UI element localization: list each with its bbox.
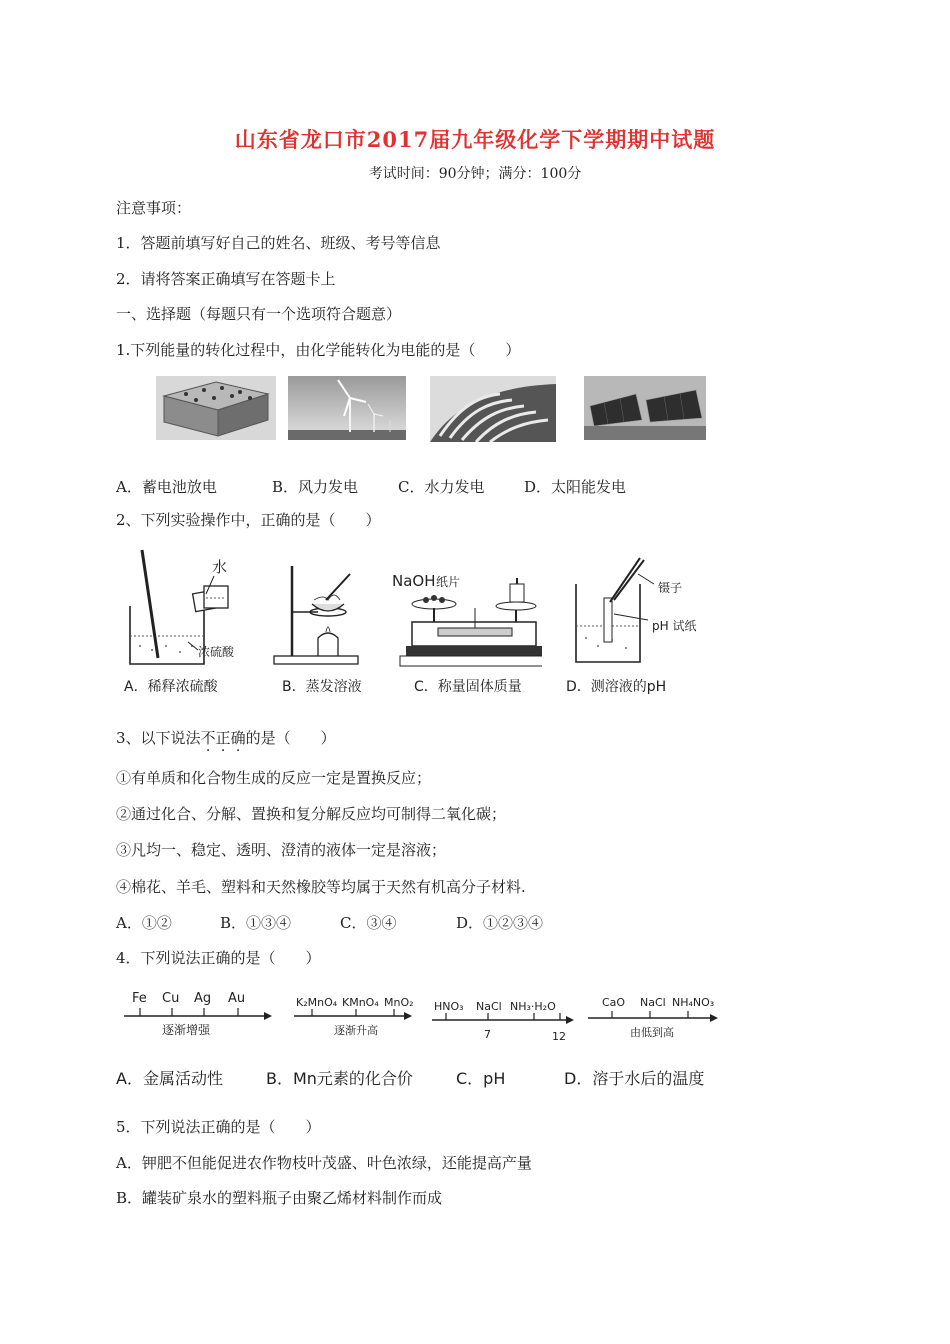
question-stem: 1.下列能量的转化过程中，由化学能转化为电能的是（ ） — [116, 341, 521, 359]
caption-d: D．溶于水后的温度 — [564, 1069, 705, 1088]
svg-text:K₂MnO₄: K₂MnO₄ — [296, 996, 338, 1009]
dissolve-temperature-axis — [584, 992, 724, 1048]
question-stem: 5．下列说法正确的是（ ） — [116, 1118, 321, 1136]
statement: ④棉花、羊毛、塑料和天然橡胶等均属于天然有机高分子材料. — [116, 878, 526, 896]
statement: ①有单质和化合物生成的反应一定是置换反应； — [116, 769, 432, 787]
svg-text:由低到高: 由低到高 — [630, 1026, 674, 1039]
svg-text:CaO: CaO — [602, 996, 626, 1009]
svg-text:HNO₃: HNO₃ — [434, 1000, 464, 1013]
svg-text:NaCl: NaCl — [640, 996, 666, 1009]
option-a: A．①② — [116, 914, 172, 932]
caption-d: D．测溶液的pH — [566, 679, 667, 695]
question-stem: 3、以下说法不正确的是（ ） — [116, 729, 336, 747]
statement: ②通过化合、分解、置换和复分解反应均可制得二氧化碳； — [116, 805, 507, 823]
svg-text:逐渐升高: 逐渐升高 — [334, 1024, 378, 1037]
naoh-label: NaOH — [392, 572, 436, 590]
section-heading: 一、选择题（每题只有一个选项符合题意） — [116, 305, 402, 323]
svg-text:Fe: Fe — [132, 991, 147, 1006]
mn-valence-axis — [290, 990, 420, 1050]
option-a: A．钾肥不但能促进农作物枝叶茂盛、叶色浓绿，还能提高产量 — [116, 1154, 532, 1172]
hydro-turbine-photo — [430, 376, 556, 442]
solar-panel-photo — [584, 376, 706, 440]
balance-diagram — [392, 566, 542, 672]
exam-info: 考试时间：90分钟；满分：100分 — [368, 166, 582, 182]
ph-axis — [430, 994, 578, 1050]
paper-label: 纸片 — [436, 575, 461, 589]
note-item: 2．请将答案正确填写在答题卡上 — [116, 270, 336, 288]
caption-c: C．pH — [456, 1069, 506, 1088]
svg-text:Ag: Ag — [194, 991, 212, 1006]
statement: ③凡均一、稳定、透明、澄清的液体一定是溶液； — [116, 841, 447, 859]
option-c: C．③④ — [340, 914, 397, 932]
note-item: 1．答题前填写好自己的姓名、班级、考号等信息 — [116, 234, 441, 252]
metal-activity-axis — [120, 984, 276, 1048]
caption-b: B．Mn元素的化合价 — [266, 1069, 413, 1088]
question-stem: 2、下列实验操作中，正确的是（ ） — [116, 511, 381, 529]
svg-text:KMnO₄: KMnO₄ — [342, 996, 379, 1009]
wind-turbine-photo — [288, 376, 406, 440]
caption-b: B．蒸发溶液 — [282, 679, 362, 695]
svg-text:NaCl: NaCl — [476, 1000, 502, 1013]
ph-test-diagram — [568, 554, 714, 670]
caption-c: C．称量固体质量 — [414, 679, 522, 695]
option-c: C．水力发电 — [398, 478, 485, 496]
svg-text:7: 7 — [484, 1028, 491, 1041]
svg-text:Au: Au — [228, 991, 246, 1006]
option-a: A．蓄电池放电 — [116, 478, 217, 496]
tweezers-label: 镊子 — [658, 581, 683, 595]
option-d: D．①②③④ — [456, 914, 544, 932]
svg-text:逐渐增强: 逐渐增强 — [162, 1023, 211, 1037]
caption-a: A．金属活动性 — [116, 1069, 223, 1088]
option-b: B．罐装矿泉水的塑料瓶子由聚乙烯材料制作而成 — [116, 1189, 443, 1207]
option-b: B．风力发电 — [272, 478, 359, 496]
question-stem: 4．下列说法正确的是（ ） — [116, 949, 321, 967]
option-b: B．①③④ — [220, 914, 292, 932]
ph-paper-label: pH 试纸 — [652, 619, 697, 633]
svg-text:12: 12 — [552, 1030, 566, 1043]
svg-text:NH₃·H₂O: NH₃·H₂O — [510, 1000, 556, 1013]
battery-photo — [156, 376, 276, 440]
svg-text:NH₄NO₃: NH₄NO₃ — [672, 996, 715, 1009]
page-title: 山东省龙口市2017届九年级化学下学期期中试题 — [234, 127, 716, 152]
water-label: 水 — [212, 558, 228, 576]
svg-text:Cu: Cu — [162, 991, 180, 1006]
notes-heading: 注意事项： — [116, 199, 192, 217]
evaporation-diagram — [268, 560, 368, 670]
dilute-acid-diagram — [118, 546, 248, 670]
option-d: D．太阳能发电 — [524, 478, 627, 496]
acid-label: 浓硫酸 — [198, 645, 235, 659]
svg-text:MnO₂: MnO₂ — [384, 996, 414, 1009]
caption-a: A．稀释浓硫酸 — [124, 679, 218, 695]
